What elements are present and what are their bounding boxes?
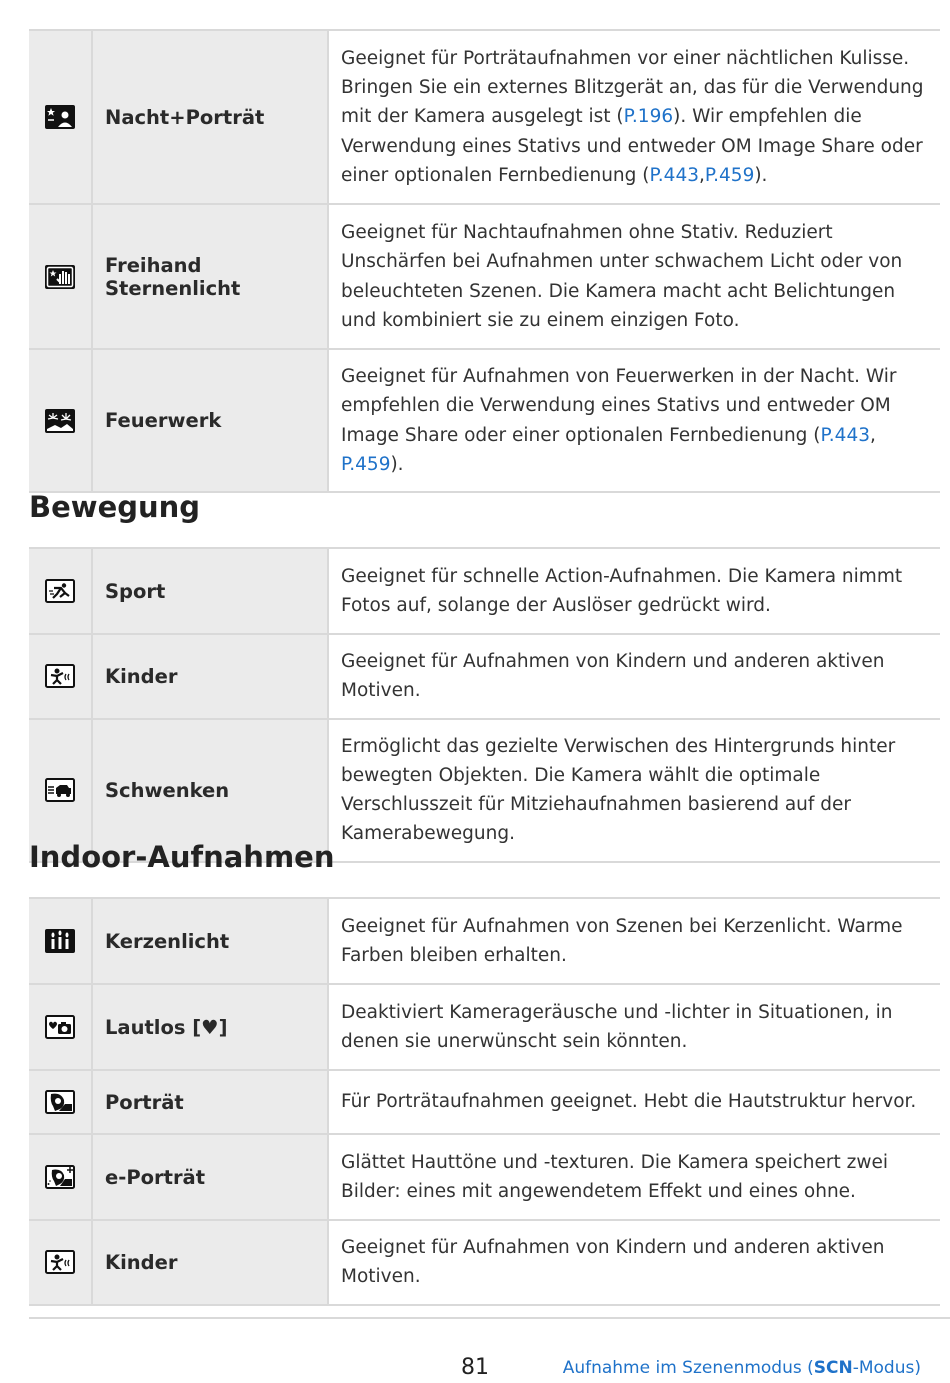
scene-name: Feuerwerk (92, 349, 328, 492)
icon-cell (29, 898, 92, 984)
e-portrait-icon (45, 1165, 75, 1189)
fireworks-icon (45, 409, 75, 433)
night-portrait-icon (45, 105, 75, 129)
page-link[interactable]: P.443 (649, 164, 699, 186)
icon-cell (29, 1220, 92, 1305)
scene-name: Lautlos [♥] (92, 984, 328, 1070)
scene-table-indoor (29, 897, 940, 1306)
section-heading: Bewegung (29, 490, 201, 524)
sport-icon (45, 579, 75, 603)
icon-cell (29, 984, 92, 1070)
table-row (29, 898, 940, 984)
table-row (29, 1134, 940, 1220)
scene-description: Geeignet für Aufnahmen von Kindern und anderen aktiven Motiven. (328, 634, 940, 719)
page-number: 81 (461, 1355, 489, 1380)
table-row (29, 30, 940, 204)
scene-name: Sport (92, 548, 328, 634)
page-link[interactable]: P.459 (704, 164, 755, 186)
chapter-link[interactable]: Aufnahme im Szenenmodus (SCN-Modus) (562, 1358, 921, 1378)
scene-table-motion (29, 547, 940, 863)
icon-cell (29, 1070, 92, 1134)
table-row (29, 204, 940, 349)
page-link[interactable]: P.196 (623, 106, 674, 128)
table-row (29, 1070, 940, 1134)
kids-icon (45, 1250, 75, 1274)
candlelight-icon (45, 929, 75, 953)
icon-cell (29, 349, 92, 492)
scene-name: Kinder (92, 1220, 328, 1305)
icon-cell (29, 548, 92, 634)
footer-divider (29, 1317, 950, 1319)
scene-description: Geeignet für Aufnahmen von Feuerwerken in der Nacht. Wir empfehlen die Verwendung eines Stativs und entweder OM Image Share oder einer optionalen Fernbedienung (P.443, P.459). (328, 349, 940, 492)
icon-cell (29, 204, 92, 349)
scene-description: Geeignet für Nachtaufnahmen ohne Stativ. Reduziert Unschärfen bei Aufnahmen unter schwachem Licht oder von beleuchteten Szenen. Die Kamera macht acht Belichtungen und kombiniert sie zu einem einzigen Foto. (328, 204, 940, 349)
scene-name: Freihand Sternenlicht (92, 204, 328, 349)
scene-description: Glättet Hauttöne und -texturen. Die Kamera speichert zwei Bilder: eines mit angewendetem Effekt und eines ohne. (328, 1134, 940, 1220)
scene-description: Geeignet für Aufnahmen von Szenen bei Kerzenlicht. Warme Farben bleiben erhalten. (328, 898, 940, 984)
icon-cell (29, 634, 92, 719)
icon-cell (29, 30, 92, 204)
scene-table-night (29, 29, 940, 493)
scene-description: Geeignet für Aufnahmen von Kindern und anderen aktiven Motiven. (328, 1220, 940, 1305)
kids-icon (45, 664, 75, 688)
page-link[interactable]: P.443 (820, 424, 870, 446)
scene-name: Schwenken (92, 719, 328, 862)
panning-icon (45, 778, 75, 802)
scene-description: Geeignet für Porträtaufnahmen vor einer nächtlichen Kulisse. Bringen Sie ein externes Blitzgerät an, das für die Verwendung mit der Kamera ausgelegt ist (P.196). Wir empfehlen die Verwendung eines Stativs und entweder OM Image Share oder einer optionalen Fernbedienung (P.443,P.459). (328, 30, 940, 204)
scene-description: Deaktiviert Kamerageräusche und -lichter in Situationen, in denen sie unerwünscht sein könnten. (328, 984, 940, 1070)
table-row (29, 634, 940, 719)
scene-name: Kerzenlicht (92, 898, 328, 984)
table-row (29, 349, 940, 492)
scene-name: e-Porträt (92, 1134, 328, 1220)
table-row (29, 548, 940, 634)
section-heading: Indoor-Aufnahmen (29, 840, 335, 874)
icon-cell (29, 1134, 92, 1220)
handheld-starlight-icon (45, 265, 75, 289)
table-row (29, 1220, 940, 1305)
portrait-icon (45, 1090, 75, 1114)
table-row (29, 984, 940, 1070)
scene-name: Kinder (92, 634, 328, 719)
scene-name: Nacht+Porträt (92, 30, 328, 204)
page-link[interactable]: P.459 (341, 453, 391, 475)
silent-icon (45, 1015, 75, 1039)
scene-name: Porträt (92, 1070, 328, 1134)
scene-description: Geeignet für schnelle Action-Aufnahmen. Die Kamera nimmt Fotos auf, solange der Auslöser gedrückt wird. (328, 548, 940, 634)
scene-description: Für Porträtaufnahmen geeignet. Hebt die Hautstruktur hervor. (328, 1070, 940, 1134)
scene-description: Ermöglicht das gezielte Verwischen des Hintergrunds hinter bewegten Objekten. Die Kamera wählt die optimale Verschlusszeit für Mitziehaufnahmen basierend auf der Kamerabewegung. (328, 719, 940, 862)
